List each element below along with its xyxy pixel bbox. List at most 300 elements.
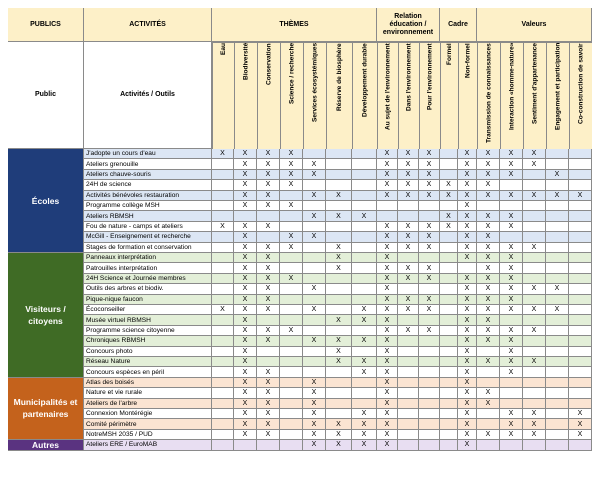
check-mark: X — [523, 149, 546, 159]
group-label: Visiteurs / citoyens — [8, 253, 84, 378]
check-mark: X — [523, 284, 546, 294]
empty-cell — [398, 315, 419, 325]
check-mark: X — [500, 347, 523, 357]
empty-cell — [569, 284, 592, 294]
empty-cell — [352, 326, 377, 336]
activity-label: Ateliers grenouille — [84, 159, 212, 169]
activity-label: Programme collège MSH — [84, 201, 212, 211]
check-mark: X — [398, 232, 419, 242]
activity-label: Concours photo — [84, 347, 212, 357]
activity-label: Fou de nature - camps et ateliers — [84, 222, 212, 232]
check-mark: X — [234, 263, 257, 273]
empty-cell — [546, 440, 569, 450]
check-mark: X — [280, 149, 303, 159]
empty-cell — [398, 253, 419, 263]
empty-cell — [257, 232, 280, 242]
check-mark: X — [398, 274, 419, 284]
empty-cell — [523, 274, 546, 284]
check-mark: X — [477, 243, 500, 253]
check-mark: X — [458, 191, 477, 201]
empty-cell — [212, 295, 234, 305]
check-mark: X — [352, 211, 377, 221]
empty-cell — [477, 201, 500, 211]
empty-cell — [398, 201, 419, 211]
empty-cell — [569, 378, 592, 388]
column-header: Co-construction de savoir — [569, 42, 592, 149]
check-mark: X — [352, 430, 377, 440]
check-mark: X — [458, 243, 477, 253]
check-mark: X — [458, 378, 477, 388]
check-mark: X — [419, 295, 440, 305]
empty-cell — [352, 201, 377, 211]
empty-cell — [419, 399, 440, 409]
check-mark: X — [546, 284, 569, 294]
empty-cell — [280, 409, 303, 419]
empty-cell — [303, 274, 326, 284]
empty-cell — [326, 159, 352, 169]
empty-cell — [458, 263, 477, 273]
empty-cell — [280, 378, 303, 388]
check-mark: X — [458, 440, 477, 450]
empty-cell — [352, 222, 377, 232]
empty-cell — [546, 367, 569, 377]
check-mark: X — [500, 253, 523, 263]
check-mark: X — [523, 243, 546, 253]
empty-cell — [546, 357, 569, 367]
check-mark: X — [419, 170, 440, 180]
empty-cell — [303, 347, 326, 357]
check-mark: X — [352, 409, 377, 419]
empty-cell — [546, 336, 569, 346]
check-mark: X — [398, 222, 419, 232]
check-mark: X — [458, 201, 477, 211]
check-mark: X — [500, 149, 523, 159]
check-mark: X — [352, 357, 377, 367]
empty-cell — [546, 430, 569, 440]
empty-cell — [523, 222, 546, 232]
empty-cell — [352, 263, 377, 273]
empty-cell — [303, 357, 326, 367]
check-mark: X — [477, 388, 500, 398]
check-mark: X — [500, 274, 523, 284]
empty-cell — [377, 201, 398, 211]
empty-cell — [440, 315, 458, 325]
empty-cell — [212, 159, 234, 169]
check-mark: X — [234, 180, 257, 190]
check-mark: X — [477, 170, 500, 180]
empty-cell — [326, 295, 352, 305]
check-mark: X — [257, 305, 280, 315]
empty-cell — [440, 388, 458, 398]
check-mark: X — [477, 399, 500, 409]
header-public-sub: Public — [8, 42, 84, 149]
check-mark: X — [257, 430, 280, 440]
column-header: Biodiversité — [234, 42, 257, 149]
check-mark: X — [234, 191, 257, 201]
empty-cell — [257, 357, 280, 367]
empty-cell — [280, 430, 303, 440]
check-mark: X — [377, 170, 398, 180]
empty-cell — [280, 419, 303, 429]
check-mark: X — [303, 211, 326, 221]
activity-label: Ateliers chauve-souris — [84, 170, 212, 180]
check-mark: X — [377, 357, 398, 367]
check-mark: X — [303, 232, 326, 242]
check-mark: X — [257, 253, 280, 263]
empty-cell — [546, 243, 569, 253]
empty-cell — [326, 284, 352, 294]
empty-cell — [440, 243, 458, 253]
header-themes: THÈMES — [212, 8, 377, 42]
check-mark: X — [257, 159, 280, 169]
check-mark: X — [419, 191, 440, 201]
empty-cell — [280, 399, 303, 409]
check-mark: X — [569, 419, 592, 429]
empty-cell — [280, 305, 303, 315]
column-header: Dans l'environnement — [398, 42, 419, 149]
check-mark: X — [458, 274, 477, 284]
check-mark: X — [303, 284, 326, 294]
empty-cell — [212, 378, 234, 388]
empty-cell — [546, 253, 569, 263]
empty-cell — [440, 409, 458, 419]
empty-cell — [569, 211, 592, 221]
activity-label: Nature et vie rurale — [84, 388, 212, 398]
check-mark: X — [280, 170, 303, 180]
empty-cell — [352, 388, 377, 398]
check-mark: X — [477, 180, 500, 190]
check-mark: X — [352, 419, 377, 429]
activity-label: Chroniques RBMSH — [84, 336, 212, 346]
check-mark: X — [303, 159, 326, 169]
column-header: Au sujet de l'environnement — [377, 42, 398, 149]
check-mark: X — [500, 367, 523, 377]
empty-cell — [419, 430, 440, 440]
check-mark: X — [234, 357, 257, 367]
empty-cell — [352, 149, 377, 159]
check-mark: X — [419, 232, 440, 242]
empty-cell — [303, 367, 326, 377]
empty-cell — [523, 211, 546, 221]
check-mark: X — [257, 409, 280, 419]
empty-cell — [377, 211, 398, 221]
activity-label: Connexion Montérégie — [84, 409, 212, 419]
check-mark: X — [500, 326, 523, 336]
check-mark: X — [352, 440, 377, 450]
check-mark: X — [257, 180, 280, 190]
check-mark: X — [377, 159, 398, 169]
check-mark: X — [234, 295, 257, 305]
empty-cell — [546, 211, 569, 221]
activity-label: Ateliers ERE / EuroMAB — [84, 440, 212, 450]
empty-cell — [212, 243, 234, 253]
check-mark: X — [458, 211, 477, 221]
empty-cell — [569, 159, 592, 169]
check-mark: X — [458, 305, 477, 315]
check-mark: X — [458, 409, 477, 419]
empty-cell — [280, 222, 303, 232]
check-mark: X — [458, 159, 477, 169]
check-mark: X — [546, 305, 569, 315]
check-mark: X — [303, 305, 326, 315]
empty-cell — [398, 388, 419, 398]
check-mark: X — [546, 191, 569, 201]
check-mark: X — [419, 326, 440, 336]
check-mark: X — [500, 170, 523, 180]
activity-label: J'adopte un cours d'eau — [84, 149, 212, 159]
check-mark: X — [212, 149, 234, 159]
check-mark: X — [257, 367, 280, 377]
activity-label: Réseau Nature — [84, 357, 212, 367]
empty-cell — [212, 430, 234, 440]
check-mark: X — [377, 284, 398, 294]
empty-cell — [303, 263, 326, 273]
check-mark: X — [523, 419, 546, 429]
empty-cell — [280, 336, 303, 346]
empty-cell — [523, 253, 546, 263]
empty-cell — [419, 388, 440, 398]
empty-cell — [212, 357, 234, 367]
column-header: Science / recherche — [280, 42, 303, 149]
check-mark: X — [477, 159, 500, 169]
check-mark: X — [500, 295, 523, 305]
empty-cell — [280, 388, 303, 398]
empty-cell — [303, 149, 326, 159]
check-mark: X — [477, 263, 500, 273]
check-mark: X — [398, 305, 419, 315]
empty-cell — [569, 253, 592, 263]
empty-cell — [303, 180, 326, 190]
empty-cell — [440, 440, 458, 450]
check-mark: X — [234, 243, 257, 253]
empty-cell — [303, 201, 326, 211]
column-header: Transmission de connaissances — [477, 42, 500, 149]
column-header: Formel — [440, 42, 458, 149]
empty-cell — [280, 263, 303, 273]
empty-cell — [546, 388, 569, 398]
check-mark: X — [546, 170, 569, 180]
check-mark: X — [419, 222, 440, 232]
empty-cell — [352, 159, 377, 169]
check-mark: X — [377, 295, 398, 305]
column-header: Services écosystémiques — [303, 42, 326, 149]
empty-cell — [500, 180, 523, 190]
empty-cell — [546, 159, 569, 169]
empty-cell — [523, 378, 546, 388]
empty-cell — [440, 253, 458, 263]
check-mark: X — [377, 388, 398, 398]
check-mark: X — [280, 159, 303, 169]
empty-cell — [546, 201, 569, 211]
empty-cell — [212, 191, 234, 201]
check-mark: X — [326, 357, 352, 367]
empty-cell — [569, 295, 592, 305]
empty-cell — [326, 305, 352, 315]
empty-cell — [326, 399, 352, 409]
empty-cell — [352, 284, 377, 294]
check-mark: X — [398, 170, 419, 180]
check-mark: X — [303, 191, 326, 201]
empty-cell — [280, 191, 303, 201]
check-mark: X — [440, 222, 458, 232]
column-header: Interaction «homme-nature» — [500, 42, 523, 149]
empty-cell — [398, 357, 419, 367]
empty-cell — [523, 263, 546, 273]
check-mark: X — [569, 191, 592, 201]
check-mark: X — [326, 419, 352, 429]
check-mark: X — [234, 159, 257, 169]
empty-cell — [280, 357, 303, 367]
empty-cell — [303, 243, 326, 253]
check-mark: X — [477, 232, 500, 242]
check-mark: X — [377, 409, 398, 419]
check-mark: X — [500, 357, 523, 367]
empty-cell — [352, 243, 377, 253]
empty-cell — [569, 170, 592, 180]
empty-cell — [546, 347, 569, 357]
check-mark: X — [326, 243, 352, 253]
empty-cell — [352, 378, 377, 388]
empty-cell — [440, 170, 458, 180]
activity-label: Musée virtuel RBMSH — [84, 315, 212, 325]
check-mark: X — [352, 367, 377, 377]
check-mark: X — [569, 409, 592, 419]
empty-cell — [419, 367, 440, 377]
activity-label: Activités bénévoles restauration — [84, 191, 212, 201]
header-activites: ACTIVITÉS — [84, 8, 212, 42]
empty-cell — [257, 347, 280, 357]
empty-cell — [546, 274, 569, 284]
empty-cell — [398, 378, 419, 388]
check-mark: X — [257, 326, 280, 336]
empty-cell — [440, 430, 458, 440]
empty-cell — [398, 409, 419, 419]
check-mark: X — [303, 409, 326, 419]
empty-cell — [546, 399, 569, 409]
empty-cell — [212, 211, 234, 221]
empty-cell — [569, 440, 592, 450]
empty-cell — [477, 419, 500, 429]
check-mark: X — [523, 357, 546, 367]
empty-cell — [546, 378, 569, 388]
check-mark: X — [458, 347, 477, 357]
check-mark: X — [303, 170, 326, 180]
check-mark: X — [234, 222, 257, 232]
empty-cell — [523, 315, 546, 325]
check-mark: X — [477, 326, 500, 336]
column-header: Non-formel — [458, 42, 477, 149]
check-mark: X — [458, 388, 477, 398]
empty-cell — [326, 378, 352, 388]
check-mark: X — [419, 180, 440, 190]
check-mark: X — [234, 388, 257, 398]
check-mark: X — [398, 263, 419, 273]
empty-cell — [569, 232, 592, 242]
check-mark: X — [377, 378, 398, 388]
check-mark: X — [458, 295, 477, 305]
check-mark: X — [500, 222, 523, 232]
empty-cell — [477, 409, 500, 419]
check-mark: X — [458, 367, 477, 377]
activity-label: Concours espèces en péril — [84, 367, 212, 377]
empty-cell — [546, 149, 569, 159]
empty-cell — [419, 201, 440, 211]
check-mark: X — [398, 243, 419, 253]
check-mark: X — [234, 430, 257, 440]
empty-cell — [569, 180, 592, 190]
empty-cell — [440, 378, 458, 388]
check-mark: X — [477, 191, 500, 201]
empty-cell — [212, 419, 234, 429]
empty-cell — [500, 388, 523, 398]
check-mark: X — [477, 222, 500, 232]
check-mark: X — [523, 430, 546, 440]
check-mark: X — [458, 315, 477, 325]
empty-cell — [546, 222, 569, 232]
empty-cell — [326, 367, 352, 377]
check-mark: X — [352, 315, 377, 325]
header-cadre: Cadre — [440, 8, 477, 42]
column-header: Réserve de biosphère — [326, 42, 352, 149]
header-relation: Relation éducation / environnement — [377, 8, 440, 42]
empty-cell — [546, 295, 569, 305]
activity-label: Outils des arbres et biodiv. — [84, 284, 212, 294]
check-mark: X — [280, 201, 303, 211]
check-mark: X — [377, 367, 398, 377]
empty-cell — [440, 347, 458, 357]
header-activites-sub: Activités / Outils — [84, 42, 212, 149]
check-mark: X — [500, 419, 523, 429]
check-mark: X — [500, 191, 523, 201]
empty-cell — [419, 315, 440, 325]
empty-cell — [303, 326, 326, 336]
check-mark: X — [523, 326, 546, 336]
check-mark: X — [440, 180, 458, 190]
empty-cell — [440, 149, 458, 159]
check-mark: X — [377, 191, 398, 201]
empty-cell — [500, 201, 523, 211]
check-mark: X — [326, 440, 352, 450]
empty-cell — [326, 274, 352, 284]
check-mark: X — [326, 347, 352, 357]
empty-cell — [523, 170, 546, 180]
empty-cell — [440, 295, 458, 305]
empty-cell — [212, 367, 234, 377]
check-mark: X — [523, 191, 546, 201]
empty-cell — [546, 326, 569, 336]
empty-cell — [440, 201, 458, 211]
empty-cell — [523, 388, 546, 398]
empty-cell — [569, 347, 592, 357]
check-mark: X — [326, 315, 352, 325]
check-mark: X — [500, 409, 523, 419]
check-mark: X — [212, 305, 234, 315]
empty-cell — [303, 222, 326, 232]
check-mark: X — [500, 430, 523, 440]
empty-cell — [257, 315, 280, 325]
check-mark: X — [257, 388, 280, 398]
check-mark: X — [257, 222, 280, 232]
check-mark: X — [458, 253, 477, 263]
empty-cell — [352, 253, 377, 263]
check-mark: X — [377, 326, 398, 336]
check-mark: X — [303, 430, 326, 440]
check-mark: X — [303, 399, 326, 409]
check-mark: X — [257, 295, 280, 305]
check-mark: X — [419, 263, 440, 273]
activity-label: 24H de science — [84, 180, 212, 190]
check-mark: X — [377, 243, 398, 253]
